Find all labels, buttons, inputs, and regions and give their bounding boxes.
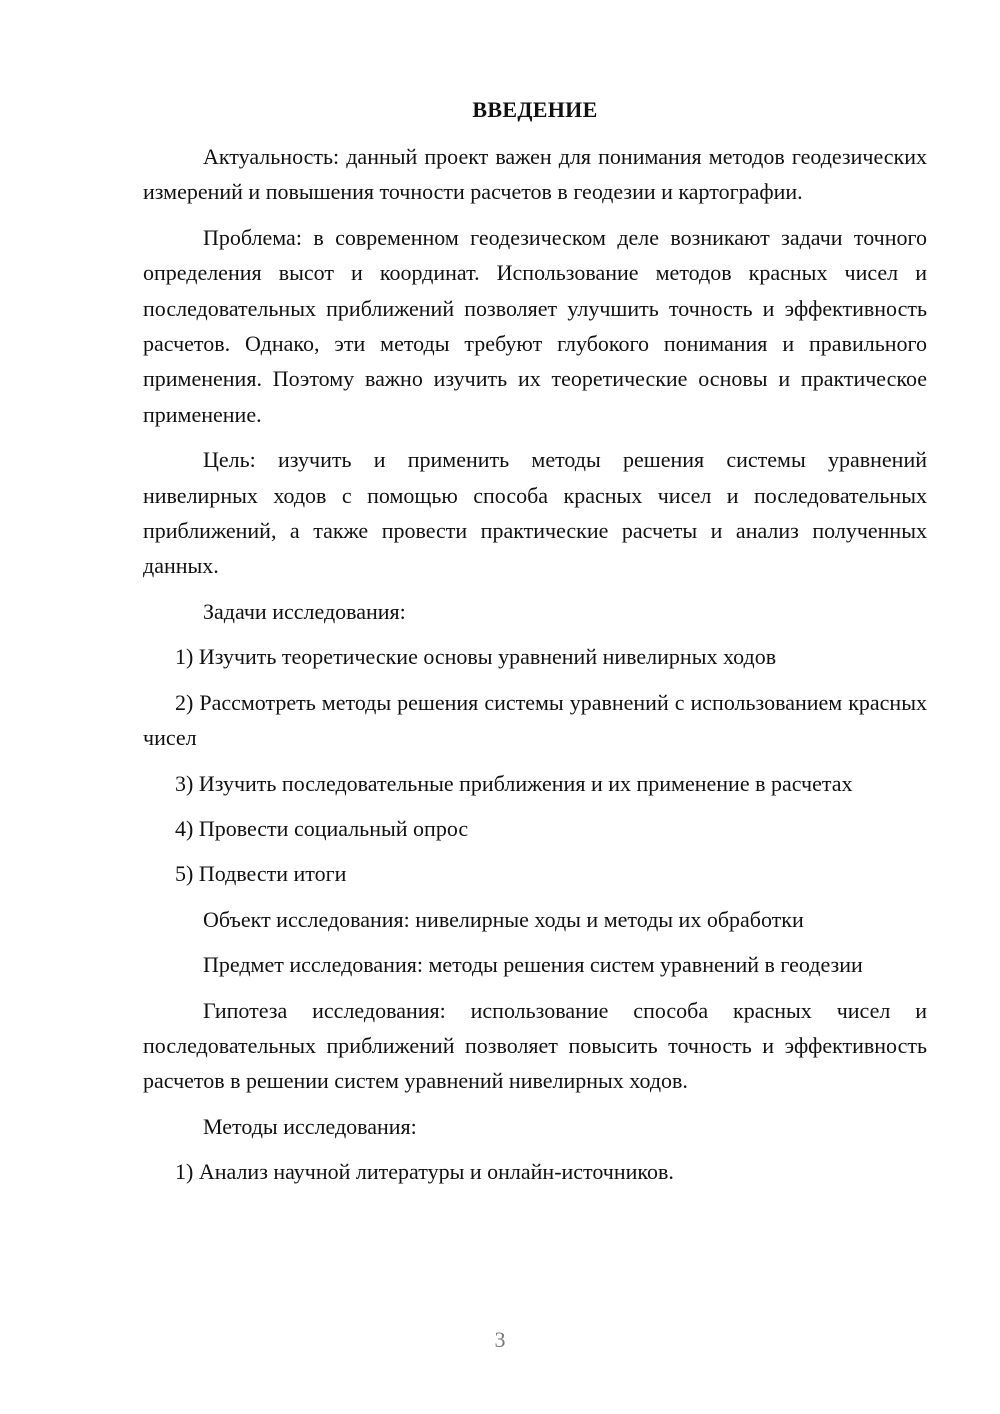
tasks-heading: Задачи исследования: [203, 598, 406, 624]
paragraph-subject: Предмет исследования: методы решения систем уравнений в геодезии [203, 952, 863, 978]
method-item-1: 1) Анализ научной литературы и онлайн-источников. [175, 1159, 674, 1185]
methods-heading: Методы исследования: [203, 1113, 417, 1139]
paragraph-problem: Проблема: в современном геодезическом деле возникают задачи точного определения высот и координат. Использование методов красных чисел и последовательных приближений позволяет улучшить точность и эффективность расчетов. Однако, эти методы требуют глубокого понимания и правильного применения. Поэтому важно изучить их теоретические основы и практическое применение. [143, 224, 927, 427]
task-item-5: 5) Подвести итоги [175, 861, 347, 887]
page-title: ВВЕДЕНИЕ [472, 97, 598, 122]
task-item-4: 4) Провести социальный опрос [175, 815, 469, 841]
task-item-1: 1) Изучить теоретические основы уравнений нивелирных ходов [175, 644, 777, 670]
paragraph-relevance: Актуальность: данный проект важен для понимания методов геодезических измерений и повышения точности расчетов в геодезии и картографии. [143, 144, 927, 205]
paragraph-goal: Цель: изучить и применить методы решения системы уравнений нивелирных ходов с помощью способа красных чисел и последовательных приближений, а также провести практические расчеты и анализ полученных данных. [143, 447, 927, 579]
page-number: 3 [494, 1327, 506, 1352]
task-item-2: 2) Рассмотреть методы решения системы уравнений с использованием красных чисел [143, 689, 927, 751]
page-body [143, 92, 927, 1200]
paragraph-hypothesis: Гипотеза исследования: использование способа красных чисел и последовательных приближений позволяет повысить точность и эффективность расчетов в решении систем уравнений нивелирных ходов. [143, 997, 927, 1094]
task-item-3: 3) Изучить последовательные приближения и их применение в расчетах [175, 770, 853, 796]
paragraph-object: Объект исследования: нивелирные ходы и методы их обработки [203, 906, 804, 932]
